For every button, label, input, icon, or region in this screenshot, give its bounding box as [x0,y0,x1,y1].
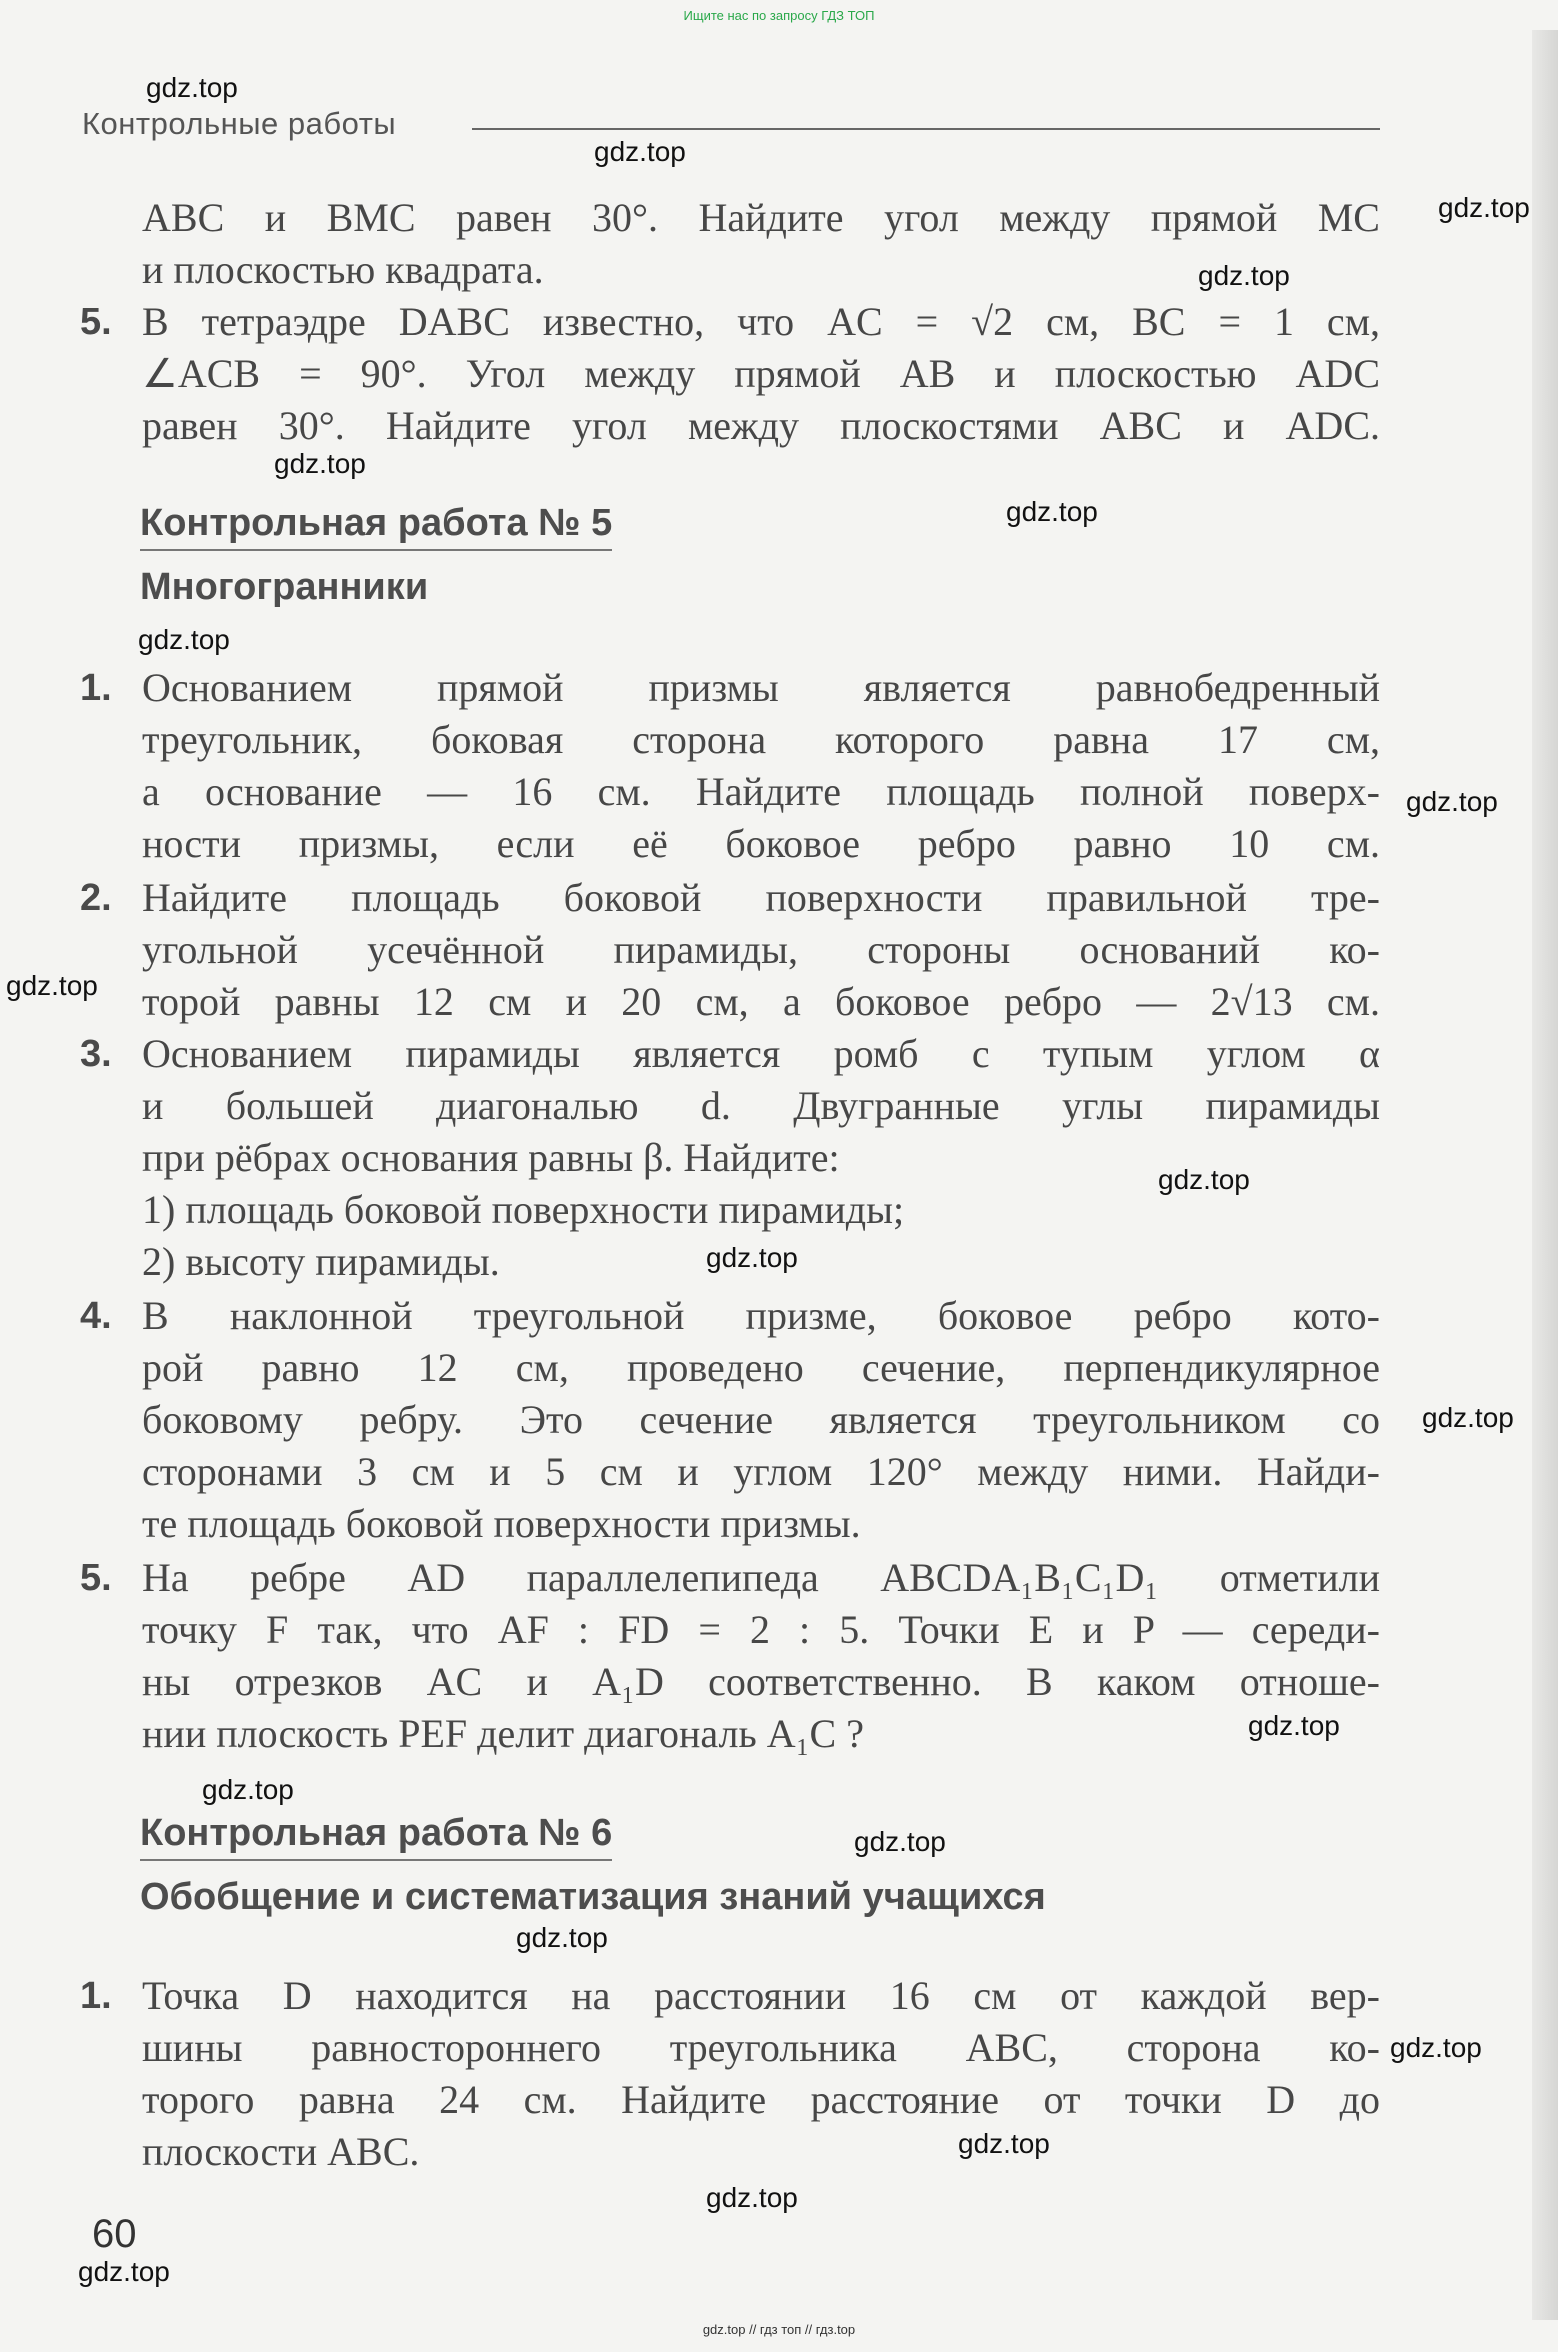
work-subtitle: Многогранники [140,566,429,608]
work-title: Контрольная работа № 5 [140,502,612,551]
task-line: ны отрезков AC и A₁D соответственно. В каком отноше- [142,1659,1380,1704]
watermark: gdz.top [1438,192,1530,223]
task-line: 1) площадь боковой поверхности пирамиды; [142,1187,905,1232]
task-line: В наклонной треугольной призме, боковое ребро кото- [142,1293,1380,1338]
task-line: точку F так, что AF : FD = 2 : 5. Точки E и P — середи- [142,1607,1380,1652]
watermark: gdz.top [274,448,366,479]
task-line: ности призмы, если её боковое ребро равно 10 см. [142,821,1380,866]
running-head-rule [472,128,1380,130]
task-line: угольной усечённой пирамиды, стороны оснований ко- [142,927,1380,972]
watermark: gdz.top [706,2182,798,2213]
task-line: 2) высоту пирамиды. [142,1239,500,1284]
bottom-note: gdz.top // гдз топ // гдз.top [702,2322,856,2337]
top-note: Ищите нас по запросу ГДЗ ТОП [683,8,875,23]
watermark: gdz.top [958,2128,1050,2159]
task-line: плоскости ABC. [142,2129,420,2174]
page-edge-shadow [1532,30,1558,2320]
task-number: 1. [80,1975,112,2017]
task-line: боковому ребру. Это сечение является треугольником со [142,1397,1380,1442]
task-line: рой равно 12 см, проведено сечение, перпендикулярное [142,1345,1380,1390]
watermark: gdz.top [6,970,98,1001]
task-number: 3. [80,1033,112,1075]
task-line: равен 30°. Найдите угол между плоскостями ABC и ADC. [142,403,1380,448]
running-head: Контрольные работы [82,106,397,141]
prev-task4-line: и плоскостью квадрата. [142,247,544,292]
page-number: 60 [92,2212,137,2256]
task-line: торой равны 12 см и 20 см, а боковое ребро — 2√13 см. [142,979,1380,1024]
task-line: Найдите площадь боковой поверхности правильной тре- [142,875,1380,920]
watermark: gdz.top [1248,1710,1340,1741]
watermark: gdz.top [854,1826,946,1857]
task-line: шины равностороннего треугольника ABC, сторона ко- [142,2025,1380,2070]
task-line: На ребре AD параллелепипеда ABCDA₁B₁C₁D₁ отметили [142,1555,1380,1600]
task-line: нии плоскость PEF делит диагональ A₁C ? [142,1711,864,1756]
task-line: ∠ACB = 90°. Угол между прямой AB и плоскостью ADC [142,351,1380,396]
task-number: 5. [80,1557,112,1599]
watermark: gdz.top [1390,2032,1482,2063]
task-number: 5. [80,301,112,343]
watermark: gdz.top [1406,786,1498,817]
task-number: 1. [80,667,112,709]
task-line: Точка D находится на расстоянии 16 см от каждой вер- [142,1973,1380,2018]
task-line: те площадь боковой поверхности призмы. [142,1501,861,1546]
watermark: gdz.top [202,1774,294,1805]
prev-task4-line: ABC и BMC равен 30°. Найдите угол между прямой MC [142,195,1380,240]
watermark: gdz.top [78,2256,170,2287]
task-line: торого равна 24 см. Найдите расстояние от точки D до [142,2077,1380,2122]
work-title: Контрольная работа № 6 [140,1812,612,1861]
task-line: сторонами 3 см и 5 см и углом 120° между ними. Найди- [142,1449,1380,1494]
watermark: gdz.top [138,624,230,655]
watermark: gdz.top [1158,1164,1250,1195]
task-line: при рёбрах основания равны β. Найдите: [142,1135,840,1180]
watermark: gdz.top [516,1922,608,1953]
watermark: gdz.top [706,1242,798,1273]
task-line: а основание — 16 см. Найдите площадь полной поверх- [142,769,1380,814]
watermark: gdz.top [594,136,686,167]
watermark: gdz.top [1198,260,1290,291]
watermark: gdz.top [1422,1402,1514,1433]
task-line: Основанием пирамиды является ромб с тупым углом α [142,1031,1380,1076]
watermark: gdz.top [146,72,238,103]
task-number: 4. [80,1295,112,1337]
task-number: 2. [80,877,112,919]
task-line: треугольник, боковая сторона которого равна 17 см, [142,717,1380,762]
watermark: gdz.top [1006,496,1098,527]
task-line: Основанием прямой призмы является равнобедренный [142,665,1380,710]
work-subtitle: Обобщение и систематизация знаний учащихся [140,1876,1046,1918]
task-line: и большей диагональю d. Двугранные углы пирамиды [142,1083,1380,1128]
task-line: В тетраэдре DABC известно, что AC = √2 см, BC = 1 см, [142,299,1380,344]
